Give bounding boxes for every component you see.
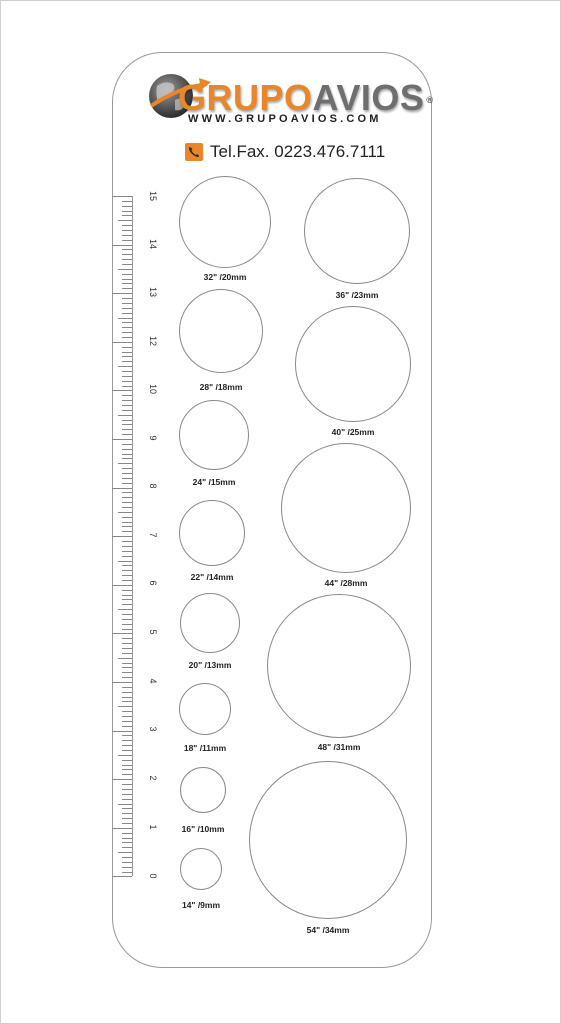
ruler-tick: [118, 706, 132, 707]
ring-size-circle: [179, 500, 245, 566]
ruler-tick: [118, 318, 132, 319]
ruler-tick: [122, 332, 132, 333]
ruler-tick: [112, 779, 132, 780]
ruler-number: 9: [148, 435, 158, 441]
ruler-number: 3: [148, 726, 158, 732]
ruler-tick: [122, 629, 132, 630]
phone-fax-text: Tel.Fax. 0223.476.7111: [210, 142, 386, 161]
ruler-tick: [122, 347, 132, 348]
ring-size-label: 44" /28mm: [324, 578, 368, 588]
ruler-tick: [118, 561, 132, 562]
ring-size-circle: [180, 593, 240, 653]
ring-size-label: 20" /13mm: [188, 660, 232, 670]
ruler-tick: [112, 536, 132, 537]
ruler-tick: [122, 279, 132, 280]
ring-size-circle: [267, 594, 411, 738]
ruler-tick: [122, 614, 132, 615]
ruler-tick: [122, 478, 132, 479]
ruler-tick: [118, 658, 132, 659]
ruler-tick: [112, 439, 132, 440]
ruler-tick: [122, 327, 132, 328]
ruler-tick: [122, 750, 132, 751]
ruler-tick: [118, 755, 132, 756]
ruler-tick: [122, 356, 132, 357]
ruler-tick: [122, 808, 132, 809]
ruler-tick: [122, 201, 132, 202]
ruler-tick: [122, 497, 132, 498]
ruler-tick: [122, 595, 132, 596]
ruler-tick: [122, 274, 132, 275]
ruler-tick: [118, 804, 132, 805]
ruler-tick: [122, 667, 132, 668]
ruler-tick: [122, 313, 132, 314]
ruler-tick: [112, 828, 132, 829]
ring-size-circle: [281, 443, 411, 573]
ruler-tick: [122, 386, 132, 387]
ruler-tick: [112, 585, 132, 586]
ruler-tick: [122, 225, 132, 226]
ruler-tick: [122, 740, 132, 741]
ruler-tick: [122, 847, 132, 848]
ruler-tick: [122, 769, 132, 770]
ruler-tick: [118, 366, 132, 367]
ruler-tick: [122, 789, 132, 790]
ruler-tick: [122, 813, 132, 814]
ring-size-label: 16" /10mm: [181, 824, 225, 834]
ruler-tick: [118, 463, 132, 464]
ruler-tick: [122, 823, 132, 824]
ruler-tick: [122, 298, 132, 299]
ruler-tick: [122, 643, 132, 644]
ruler-number: 5: [148, 629, 158, 635]
ruler-tick: [122, 653, 132, 654]
ruler-tick: [122, 502, 132, 503]
ring-size-label: 28" /18mm: [199, 382, 243, 392]
ruler-tick: [122, 531, 132, 532]
ruler-spine: [132, 196, 133, 876]
ruler-tick: [122, 604, 132, 605]
ruler-tick: [122, 687, 132, 688]
ruler-tick: [112, 682, 132, 683]
ruler-tick: [112, 196, 132, 197]
ring-size-circle: [180, 767, 226, 813]
ring-size-circle: [179, 289, 263, 373]
ruler-tick: [122, 449, 132, 450]
ruler-tick: [122, 444, 132, 445]
ruler-tick: [122, 492, 132, 493]
ruler-tick: [122, 400, 132, 401]
ruler-tick: [122, 697, 132, 698]
ruler-tick: [122, 454, 132, 455]
brand-part-1: GRUPO: [178, 77, 313, 118]
ruler-tick: [122, 624, 132, 625]
ring-size-circle: [179, 400, 249, 470]
ruler-tick: [122, 565, 132, 566]
ruler-number: 14: [148, 238, 158, 249]
ruler-tick: [112, 293, 132, 294]
ring-size-circle: [179, 683, 231, 735]
ruler-tick: [122, 249, 132, 250]
ruler-tick: [122, 619, 132, 620]
ring-size-circle: [304, 178, 410, 284]
ruler-tick: [118, 512, 132, 513]
ruler-tick: [122, 833, 132, 834]
ring-size-circle: [249, 761, 407, 919]
ruler-tick: [122, 381, 132, 382]
ruler-number: 6: [148, 580, 158, 586]
ruler-tick: [122, 721, 132, 722]
ruler-tick: [122, 303, 132, 304]
ruler-tick: [122, 590, 132, 591]
ruler-tick: [122, 429, 132, 430]
ruler-tick: [122, 473, 132, 474]
ruler-tick: [122, 794, 132, 795]
ruler-tick: [122, 352, 132, 353]
ruler-tick: [122, 648, 132, 649]
ruler-tick: [122, 857, 132, 858]
ruler-tick: [118, 415, 132, 416]
ring-size-label: 18" /11mm: [183, 743, 227, 753]
ruler-tick: [122, 862, 132, 863]
ring-size-label: 32" /20mm: [203, 272, 247, 282]
ruler-tick: [118, 269, 132, 270]
ruler-tick: [122, 235, 132, 236]
ruler-tick: [122, 405, 132, 406]
ruler-tick: [122, 337, 132, 338]
ruler-tick: [122, 760, 132, 761]
ruler-tick: [122, 410, 132, 411]
ruler-tick: [122, 867, 132, 868]
ruler-tick: [122, 522, 132, 523]
ring-size-circle: [180, 848, 222, 890]
ruler-tick: [122, 483, 132, 484]
brand-wordmark: [178, 78, 434, 118]
phone-icon: [185, 143, 203, 161]
ring-size-label: 36" /23mm: [335, 290, 379, 300]
ruler-tick: [122, 745, 132, 746]
ring-size-label: 24" /15mm: [192, 477, 236, 487]
ruler-tick: [122, 206, 132, 207]
ruler-tick: [122, 376, 132, 377]
ruler-number: 7: [148, 532, 158, 538]
ruler-tick: [122, 264, 132, 265]
registered-mark: ®: [426, 95, 434, 105]
ruler-tick: [122, 546, 132, 547]
ring-size-label: 14" /9mm: [181, 900, 221, 910]
ruler-tick: [112, 488, 132, 489]
ruler-tick: [122, 784, 132, 785]
ruler-tick: [122, 701, 132, 702]
ruler-number: 4: [148, 678, 158, 684]
ruler-number: 2: [148, 775, 158, 781]
ruler-number: 8: [148, 483, 158, 489]
ruler-tick: [122, 765, 132, 766]
ruler-tick: [112, 876, 132, 877]
ruler-tick: [122, 774, 132, 775]
ruler-tick: [118, 852, 132, 853]
ruler-tick: [122, 735, 132, 736]
ruler-tick: [122, 322, 132, 323]
ruler-tick: [122, 308, 132, 309]
ruler-number: 15: [148, 190, 158, 201]
ruler-tick: [122, 424, 132, 425]
ruler-tick: [112, 245, 132, 246]
ruler-tick: [122, 677, 132, 678]
ruler-tick: [122, 259, 132, 260]
ruler-tick: [122, 507, 132, 508]
ruler-number: 13: [148, 286, 158, 297]
ruler-number: 0: [148, 873, 158, 879]
ruler-tick: [122, 254, 132, 255]
ruler-tick: [122, 580, 132, 581]
ruler-tick: [122, 434, 132, 435]
ruler-tick: [122, 240, 132, 241]
ring-size-label: 48" /31mm: [317, 742, 361, 752]
ruler-tick: [122, 599, 132, 600]
ruler-tick: [122, 395, 132, 396]
ruler-tick: [122, 361, 132, 362]
ruler-tick: [122, 371, 132, 372]
ruler-tick: [122, 230, 132, 231]
ruler-tick: [122, 556, 132, 557]
ruler-tick: [112, 342, 132, 343]
ruler-tick: [122, 711, 132, 712]
website-url[interactable]: WWW.GRUPOAVIOS.COM: [188, 113, 382, 125]
ruler-tick: [122, 838, 132, 839]
ruler-tick: [122, 420, 132, 421]
ruler-tick: [122, 692, 132, 693]
ruler-tick: [118, 609, 132, 610]
ruler-tick: [112, 731, 132, 732]
ruler-tick: [122, 638, 132, 639]
ruler-tick: [122, 526, 132, 527]
ruler-tick: [122, 551, 132, 552]
ruler-tick: [122, 517, 132, 518]
ring-size-label: 22" /14mm: [190, 572, 234, 582]
ring-size-label: 40" /25mm: [331, 427, 375, 437]
ruler-tick: [122, 842, 132, 843]
ruler-tick: [122, 818, 132, 819]
ruler-number: 12: [148, 335, 158, 346]
ruler-tick: [122, 211, 132, 212]
ruler-tick: [122, 726, 132, 727]
ruler-tick: [122, 288, 132, 289]
ruler-tick: [122, 672, 132, 673]
ruler-tick: [122, 570, 132, 571]
brand-part-2: AVIOS: [312, 77, 425, 118]
ruler-tick: [122, 663, 132, 664]
ruler-number: 10: [148, 383, 158, 394]
ruler-tick: [122, 458, 132, 459]
ring-size-circle: [295, 306, 411, 422]
ring-size-label: 54" /34mm: [306, 925, 350, 935]
ruler-tick: [122, 799, 132, 800]
ruler-tick: [122, 283, 132, 284]
ruler-number: 1: [148, 824, 158, 830]
ruler-tick: [122, 215, 132, 216]
ring-size-circle: [179, 176, 271, 268]
ruler-tick: [122, 872, 132, 873]
ruler-tick: [118, 220, 132, 221]
ruler-tick: [122, 575, 132, 576]
ruler-tick: [122, 716, 132, 717]
ruler-tick: [122, 468, 132, 469]
ruler-tick: [122, 541, 132, 542]
ruler-tick: [112, 390, 132, 391]
ruler-tick: [112, 633, 132, 634]
